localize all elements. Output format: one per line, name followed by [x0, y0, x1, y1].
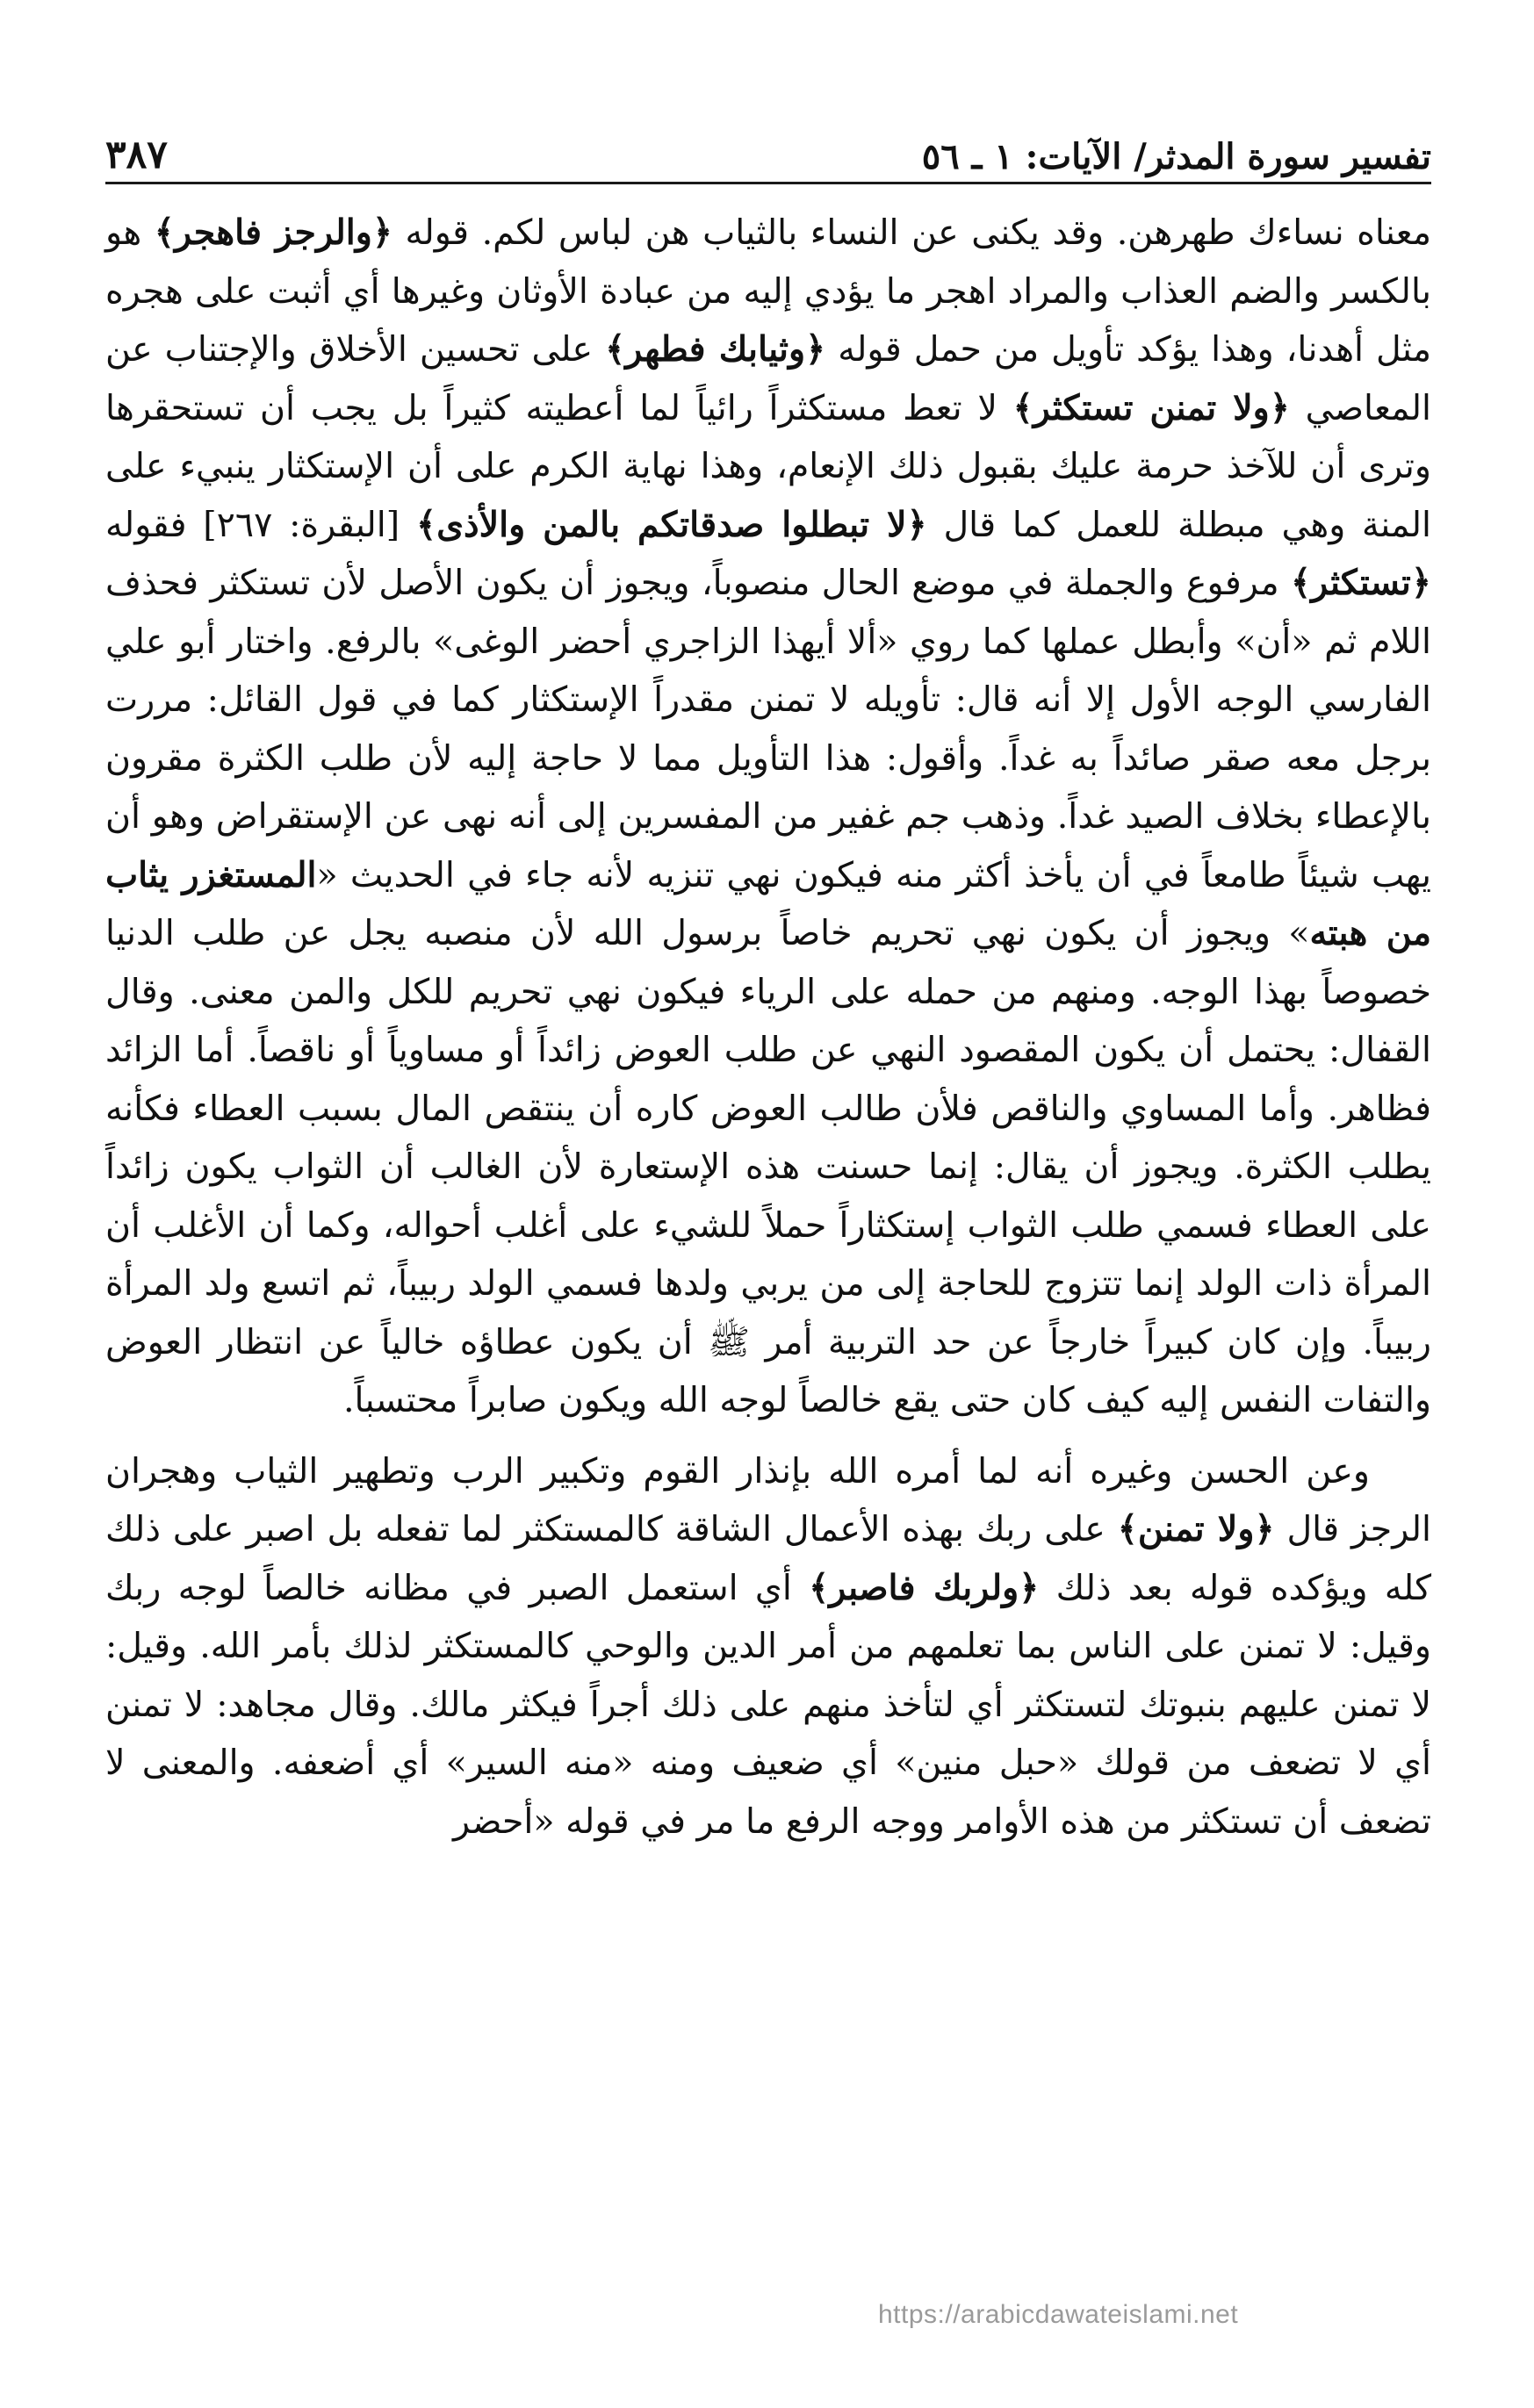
- quoted-verse: ﴿تستكثر﴾: [1291, 563, 1431, 603]
- text-run: لا تعط مستكثراً رائياً لما أعطيته كثيراً بل يجب أن تستحقرها وترى أن للآخذ حرمة عليك بقبول ذلك الإنعام، وهذا نهاية الكرم على أن الإستكثار ينبيء على المنة وهي مبطلة للعمل كما قال: [105, 387, 1431, 545]
- running-header: [105, 123, 1431, 184]
- text-run: على ربك بهذه الأعمال الشاقة كالمستكثر لما تفعله بل اصبر على ذلك كله ويؤكده قوله بعد ذلك: [105, 1509, 1431, 1608]
- text-run: » ويجوز أن يكون نهي تحريم خاصاً برسول الله لأن منصبه يجل عن طلب الدنيا خصوصاً بهذا الوجه. ومنهم من حمله على الرياء فيكون نهي تحريم للكل والمن معنى. وقال القفال: يحتمل أن يكون المقصود النهي عن طلب العوض زائداً أو مساوياً أو ناقصاً. أما الزائد فظاهر. وأما المساوي والناقص فلأن طالب العوض كاره أن ينتقص المال بسبب العطاء فكأنه يطلب الكثرة. ويجوز أن يقال: إنما حسنت هذه الإستعارة لأن الغالب أن الثواب يكون زائداً على العطاء فسمي طلب الثواب إستكثاراً حملاً للشيء على أغلب أحواله، وكما أن الأغلب أن المرأة ذات الولد إنما تتزوج للحاجة إلى من يربي ولدها فسمي الولد ربيباً، ثم اتسع ولد المرأة ربيباً. وإن كان كبيراً خارجاً عن حد التربية أمر ﷺ أن يكون عطاؤه خالياً عن انتظار العوض والتفات النفس إليه كيف كان حتى يقع خالصاً لوجه الله ويكون صابراً محتسباً.: [105, 913, 1431, 1420]
- text-run: أي استعمل الصبر في مظانه خالصاً لوجه ربك وقيل: لا تمنن على الناس بما تعلمهم من أمر الدين والوحي كالمستكثر لذلك بأمر الله. وقيل: لا تمنن عليهم بنبوتك لتستكثر أي لتأخذ منهم على ذلك أجراً فيكثر مالك. وقال مجاهد: لا تمنن أي لا تضعف من قولك «حبل منين» أي ضعيف ومنه «منه السير» أي أضعفه. والمعنى لا تضعف أن تستكثر من هذه الأوامر ووجه الرفع ما مر في قوله «أحضر: [105, 1567, 1431, 1842]
- text-run: هو بالكسر والضم العذاب والمراد اهجر ما يؤدي إليه من عبادة الأوثان وغيرها أي أثبت على هجره مثل أهدنا، وهذا يؤكد تأويل من حمل قوله: [105, 212, 1431, 370]
- quoted-verse: ﴿ولا تمنن تستكثر﴾: [1012, 387, 1290, 428]
- quoted-verse: ﴿والرجز فاهجر﴾: [154, 212, 393, 253]
- paragraph: [105, 1442, 1431, 1851]
- text-run: على تحسين الأخلاق والإجتناب عن المعاصي: [105, 329, 1431, 428]
- header-title: تفسير سورة المدثر/ الآيات: ١ ـ ٥٦: [921, 136, 1431, 177]
- book-page: [105, 123, 1431, 2353]
- body-text: [105, 204, 1431, 1851]
- quoted-verse: ﴿وثيابك فطهر﴾: [605, 329, 826, 370]
- text-run: معناه نساءك طهرهن. وقد يكنى عن النساء بالثياب هن لباس لكم. قوله: [392, 212, 1431, 253]
- text-run: مرفوع والجملة في موضع الحال منصوباً، ويجوز أن يكون الأصل لأن تستكثر فحذف اللام ثم «أن» وأبطل عملها كما روي «ألا أيهذا الزاجري أحضر الوغى» بالرفع. واختار أبو علي الفارسي الوجه الأول إلا أنه قال: تأويله لا تمنن مقدراً الإستكثار كما في قول القائل: مررت برجل معه صقر صائداً به غداً. وأقول: هذا التأويل مما لا حاجة إليه لأن طلب الكثرة مقرون بالإعطاء بخلاف الصيد غداً. وذهب جم غفير من المفسرين إلى أنه نهى عن الإستقراض وهو أن يهب شيئاً طامعاً في أن يأخذ أكثر منه فيكون نهي تنزيه لأنه جاء في الحديث «: [105, 563, 1431, 895]
- text-run: وعن الحسن وغيره أنه لما أمره الله بإنذار القوم وتكبير الرب وتطهير الثياب وهجران الرجز قال: [105, 1450, 1432, 1549]
- quoted-verse: ﴿ولا تمنن﴾: [1117, 1509, 1275, 1549]
- watermark-url: https://arabicdawateislami.net: [878, 2300, 1239, 2329]
- quoted-verse: ﴿لا تبطلوا صدقاتكم بالمن والأذى﴾: [415, 504, 927, 545]
- text-run: [البقرة: ٢٦٧] فقوله: [105, 504, 416, 545]
- quoted-verse: ﴿ولربك فاصبر﴾: [809, 1567, 1040, 1608]
- page-number: ٣٨٧: [105, 133, 168, 177]
- paragraph: [105, 204, 1431, 1430]
- quoted-verse: المستغزر يثاب من هبته: [105, 854, 1431, 953]
